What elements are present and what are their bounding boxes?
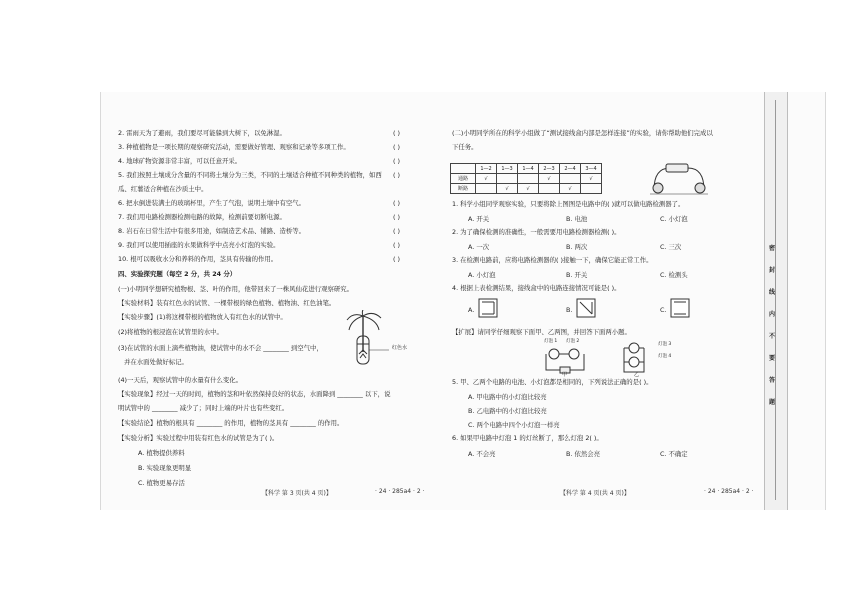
- seal-char: 内: [769, 308, 775, 319]
- q4-option-c[interactable]: C.: [660, 306, 667, 314]
- q5-option-b[interactable]: B. 乙电路中的小灯泡比较亮: [468, 407, 547, 415]
- table-cell: [476, 184, 497, 194]
- q5-option-c[interactable]: C. 两个电路中四个小灯泡一样亮: [468, 421, 560, 429]
- table-cell: √: [497, 184, 518, 194]
- steps-text: 【实验步骤】(1)将这棵带根的植物放入有红色水的试管中。: [118, 313, 287, 321]
- table-cell: 1—2: [476, 164, 497, 174]
- seal-char: 要: [769, 352, 775, 363]
- answer-paren[interactable]: ( ): [393, 213, 401, 221]
- judge-item-6: 6. 把水倒进装满土的玻璃杯里，产生了气泡，说明土壤中有空气。: [118, 199, 306, 207]
- q5-option-a[interactable]: A. 甲电路中的小灯泡比较亮: [468, 393, 547, 401]
- judge-item-3: 3. 种植植物是一项长期的观察研究活动，需要做好管理、观察和记录等多项工作。: [118, 143, 350, 151]
- judge-item-9: 9. 我们可以使用插座的水果做科学中点亮小灯泡的实验。: [118, 241, 280, 249]
- judge-item-2: 2. 雷雨天为了避雨，我们要尽可能躲到大树下，以免淋湿。: [118, 129, 286, 137]
- question-3: 3. 在检测电路前，应将电路检测器的( )接触一下，确保它能正常工作。: [452, 256, 653, 264]
- q1-option-a[interactable]: A. 开关: [468, 215, 490, 223]
- seal-char: 封: [769, 264, 775, 275]
- option-b[interactable]: B. 实验现象更明显: [138, 464, 192, 472]
- table-header-row: [451, 164, 602, 174]
- seal-char: 不: [769, 330, 775, 341]
- table-cell: √: [581, 174, 602, 184]
- q2-option-c[interactable]: C. 三次: [660, 243, 682, 251]
- table-cell: 2—3: [539, 164, 560, 174]
- bulb-label-3: 灯泡 3: [658, 342, 672, 347]
- answer-paren[interactable]: ( ): [393, 171, 401, 179]
- steps-text: (4)一天后，观察试管中的水量有什么变化。: [118, 376, 243, 384]
- plant-in-tube-illustration: [345, 310, 415, 368]
- materials-text: 【实验材料】装有红色水的试管、一棵带根的绿色植物、植物油、红色油笔。: [118, 299, 336, 307]
- steps-text: (3)在试管的水面上滴些植物油，使试管中的水不会 ________ 到空气中，: [118, 344, 323, 352]
- table-cell: 1—3: [497, 164, 518, 174]
- test-result-table: [450, 163, 602, 194]
- answer-paren[interactable]: ( ): [393, 129, 401, 137]
- q6-option-a[interactable]: A. 不会亮: [468, 450, 496, 458]
- seal-char: 线: [769, 286, 775, 297]
- judge-item-5-cont: 瓜、红薯适合种植在沙质土中。: [118, 185, 208, 193]
- table-cell: 1—4: [518, 164, 539, 174]
- q3-option-a[interactable]: A. 小灯泡: [468, 271, 496, 279]
- bulb-label-1: 灯泡 1: [544, 339, 558, 344]
- junction-box-c-icon: [670, 298, 690, 318]
- page-code: · 24 · 285a4 · 2 ·: [704, 488, 754, 495]
- observe-text: 明试管中的 ________ 减少了；同时上端的叶片也有些变红。: [118, 404, 289, 412]
- seal-char: 密: [769, 242, 775, 253]
- question-5: 5. 甲、乙两个电路的电池、小灯泡都是相同的，下列说法正确的是( )。: [452, 378, 653, 386]
- junction-box-a-icon: [478, 298, 498, 318]
- q6-option-b[interactable]: B. 依然会亮: [566, 450, 601, 458]
- circuit-tester-illustration: [648, 160, 710, 196]
- answer-paren[interactable]: ( ): [393, 227, 401, 235]
- section-title: 四、实验探究题（每空 2 分，共 24 分）: [118, 270, 237, 278]
- q3-option-c[interactable]: C. 检测头: [660, 271, 688, 279]
- seal-char: 题: [769, 396, 775, 407]
- seal-line: [775, 100, 776, 500]
- analysis-text: 【实验分析】实验过程中用装有红色水的试管是为了( )。: [118, 434, 279, 442]
- observe-text: 【实验现象】经过一天的时间，植物的茎和叶依然保持良好的状态，水面降到 ________ 以下，说: [118, 390, 391, 398]
- part2-intro-cont: 下任务。: [452, 143, 478, 151]
- figure-label-yi: 乙: [634, 372, 640, 378]
- table-row: [451, 174, 602, 184]
- binding-strip: [764, 92, 788, 510]
- table-cell: 断路: [451, 184, 476, 194]
- option-a[interactable]: A. 植物提供养料: [138, 449, 185, 457]
- page-footer: 【科学 第 3 页(共 4 页)】: [262, 490, 332, 497]
- answer-paren[interactable]: ( ): [393, 157, 401, 165]
- table-cell: √: [560, 184, 581, 194]
- table-cell: √: [476, 174, 497, 184]
- plant-label: 红色水: [392, 345, 408, 351]
- table-cell: √: [539, 174, 560, 184]
- bulb-label-4: 灯泡 4: [658, 354, 672, 359]
- option-c[interactable]: C. 植物更易存活: [138, 479, 185, 487]
- question-1: 1. 科学小组同学观察实验，只要将除上图图是电路中的( )就可以做电路检测器了。: [452, 200, 685, 208]
- answer-paren[interactable]: ( ): [393, 143, 401, 151]
- answer-paren[interactable]: ( ): [393, 255, 401, 263]
- judge-item-5: 5. 我们按照土壤成分含量的不同将土壤分为三类，不同的土壤适合种植不同种类的植物，如西: [118, 171, 382, 179]
- table-cell: [497, 174, 518, 184]
- table-cell: [451, 164, 476, 174]
- table-cell: [581, 184, 602, 194]
- judge-item-8: 8. 岩石在日常生活中有很多用途，如制造艺术品、铺路、造桥等。: [118, 227, 306, 235]
- judge-item-7: 7. 我们用电路检测器检测电路的故障，检测前要切断电源。: [118, 213, 286, 221]
- steps-text: 并在水面处做好标记。: [124, 358, 188, 366]
- judge-item-10: 10. 根可以吸收水分和养料的作用，茎具有传输的作用。: [118, 255, 278, 263]
- conclusion-text: 【实验结论】植物的根具有 ________ 的作用，植物的茎具有 ________ 的作用。: [118, 419, 344, 427]
- part2-intro: (二)小明同学所在的科学小组做了“测试接线盒内部是怎样连接”的实验，请你帮助他们完成以: [452, 129, 713, 137]
- q3-option-b[interactable]: B. 开关: [566, 271, 588, 279]
- table-cell: 2—4: [560, 164, 581, 174]
- question-6: 6. 如果甲电路中灯泡 1 的灯丝断了，那么灯泡 2( )。: [452, 434, 603, 442]
- q4-option-b[interactable]: B.: [566, 306, 573, 314]
- question-2: 2. 为了确保检测的准确性，一般需要用电路检测器检测( )。: [452, 228, 621, 236]
- q1-option-c[interactable]: C. 小灯泡: [660, 215, 688, 223]
- q6-option-c[interactable]: C. 不确定: [660, 450, 688, 458]
- figure-label-jia: 甲: [562, 372, 568, 378]
- answer-paren[interactable]: ( ): [393, 241, 401, 249]
- q4-option-a[interactable]: A.: [468, 306, 475, 314]
- expand-intro: 【扩展】请同学仔细观察下面甲、乙两图，并回答下面两小题。: [452, 328, 631, 336]
- q2-option-a[interactable]: A. 一次: [468, 243, 490, 251]
- answer-paren[interactable]: ( ): [393, 199, 401, 207]
- table-row: [451, 184, 602, 194]
- table-cell: √: [518, 184, 539, 194]
- page-footer: 【科学 第 4 页(共 4 页)】: [560, 490, 630, 497]
- judge-item-4: 4. 地球矿物资源非常丰富，可以任意开采。: [118, 157, 242, 165]
- table-cell: [518, 174, 539, 184]
- part1-intro: (一)小明同学想研究植物根、茎、叶的作用，他带回来了一株风仙花进行观察研究。: [118, 285, 354, 293]
- seal-char: 答: [769, 374, 775, 385]
- table-cell: 通路: [451, 174, 476, 184]
- junction-box-b-icon: [576, 298, 596, 318]
- table-cell: [539, 184, 560, 194]
- table-cell: [560, 174, 581, 184]
- page-code: · 24 · 285a4 · 2 ·: [375, 488, 425, 495]
- question-4: 4. 根据上表检测结果，接线盒中的电路连接情况可能是( )。: [452, 284, 621, 292]
- bulb-label-2: 灯泡 2: [566, 339, 580, 344]
- q2-option-b[interactable]: B. 两次: [566, 243, 588, 251]
- steps-text: (2)将植物的根浸泡在试管里的水中。: [118, 328, 223, 336]
- q1-option-b[interactable]: B. 电池: [566, 215, 588, 223]
- table-cell: 3—4: [581, 164, 602, 174]
